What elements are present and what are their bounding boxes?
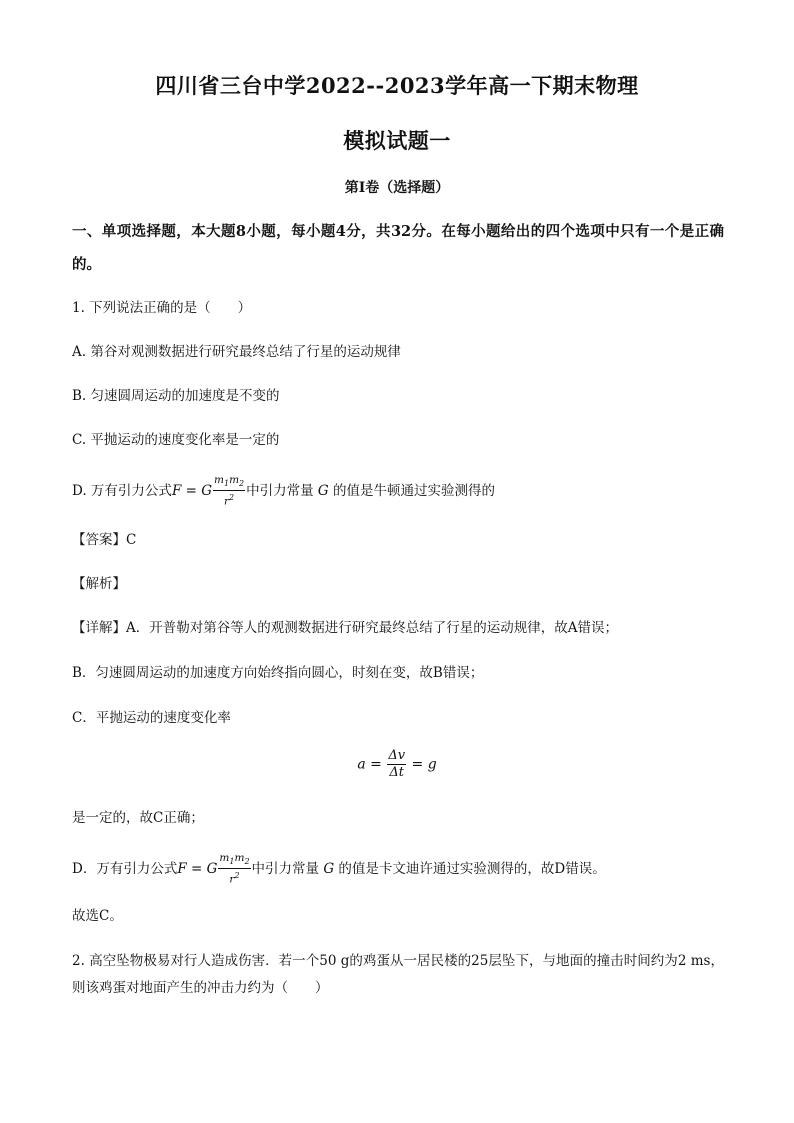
q2-stem: 2. 高空坠物极易对行人造成伤害．若一个50 g的鸡蛋从一居民楼的25层坠下，与地面的撞击时间约为2 ms，则该鸡蛋对地面产生的冲击力约为（ ） — [72, 953, 724, 996]
q1-option-d: D. 万有引力公式F = G $\frac{m_1m_2}{r^2}$ 中引力常量 G 的值是牛顿通过实验测得的 — [72, 474, 496, 508]
q1-option-d-end: 的值是牛顿通过实验测得的 — [333, 482, 496, 499]
formula-gravitation: F — [171, 482, 182, 499]
detail-a-text: A．开普勒对第谷等人的观测数据进行研究最终总结了行星的运动规律，故A错误； — [126, 620, 618, 636]
document-title-line1: 四川省三台中学2022--2023学年高一下期末物理 — [155, 73, 639, 98]
volume-label: 第I卷（选择题） — [344, 180, 450, 196]
answer-tag: 【答案】 — [72, 532, 126, 548]
q1-detail-c: C．平抛运动的速度变化率 — [72, 710, 231, 726]
q1-analysis-tag: 【解析】 — [72, 576, 126, 592]
q1-detail-b: B．匀速圆周运动的加速度方向始终指向圆心，时刻在变，故B错误； — [72, 665, 484, 681]
detail-tag: 【详解】 — [72, 620, 126, 636]
q1-option-d-suffix: 中引力常量 — [246, 482, 314, 499]
q1-answer — [72, 530, 722, 550]
q1-detail-d: D．万有引力公式F = G $\frac{m_1m_2}{r^2}$ 中引力常量 G 的值是卡文迪许通过实验测得的，故D错误。 — [72, 852, 606, 886]
acceleration-equation: a = $\frac{\Delta v}{\Delta t}$ = g — [357, 748, 437, 780]
answer-value: C — [126, 532, 137, 548]
q1-option-a: A. 第谷对观测数据进行研究最终总结了行星的运动规律 — [72, 344, 401, 360]
q1-option-b: B. 匀速圆周运动的加速度是不变的 — [72, 388, 280, 404]
q1-detail-c2: 是一定的，故C正确； — [72, 810, 204, 826]
detail-d-end: 的值是卡文迪许通过实验测得的，故D错误。 — [338, 860, 606, 877]
q1-conclusion: 故选C。 — [72, 908, 123, 924]
document-title-line2: 模拟试题一 — [343, 128, 451, 153]
q1-detail-a — [72, 618, 722, 638]
formula-fraction: $\frac{m_1m_2}{r^2}$ — [214, 474, 245, 508]
detail-d-suffix: 中引力常量 — [251, 860, 320, 877]
q1-stem: 1. 下列说法正确的是（ ） — [72, 300, 252, 316]
q1-option-d-prefix: D. 万有引力公式 — [72, 482, 172, 499]
q1-option-c: C. 平抛运动的速度变化率是一定的 — [72, 432, 280, 448]
section-heading: 一、单项选择题，本大题8小题，每小题4分，共32分。在每小题给出的四个选项中只有一个是正确的。 — [72, 223, 724, 273]
detail-d-prefix: D．万有引力公式 — [72, 860, 178, 877]
